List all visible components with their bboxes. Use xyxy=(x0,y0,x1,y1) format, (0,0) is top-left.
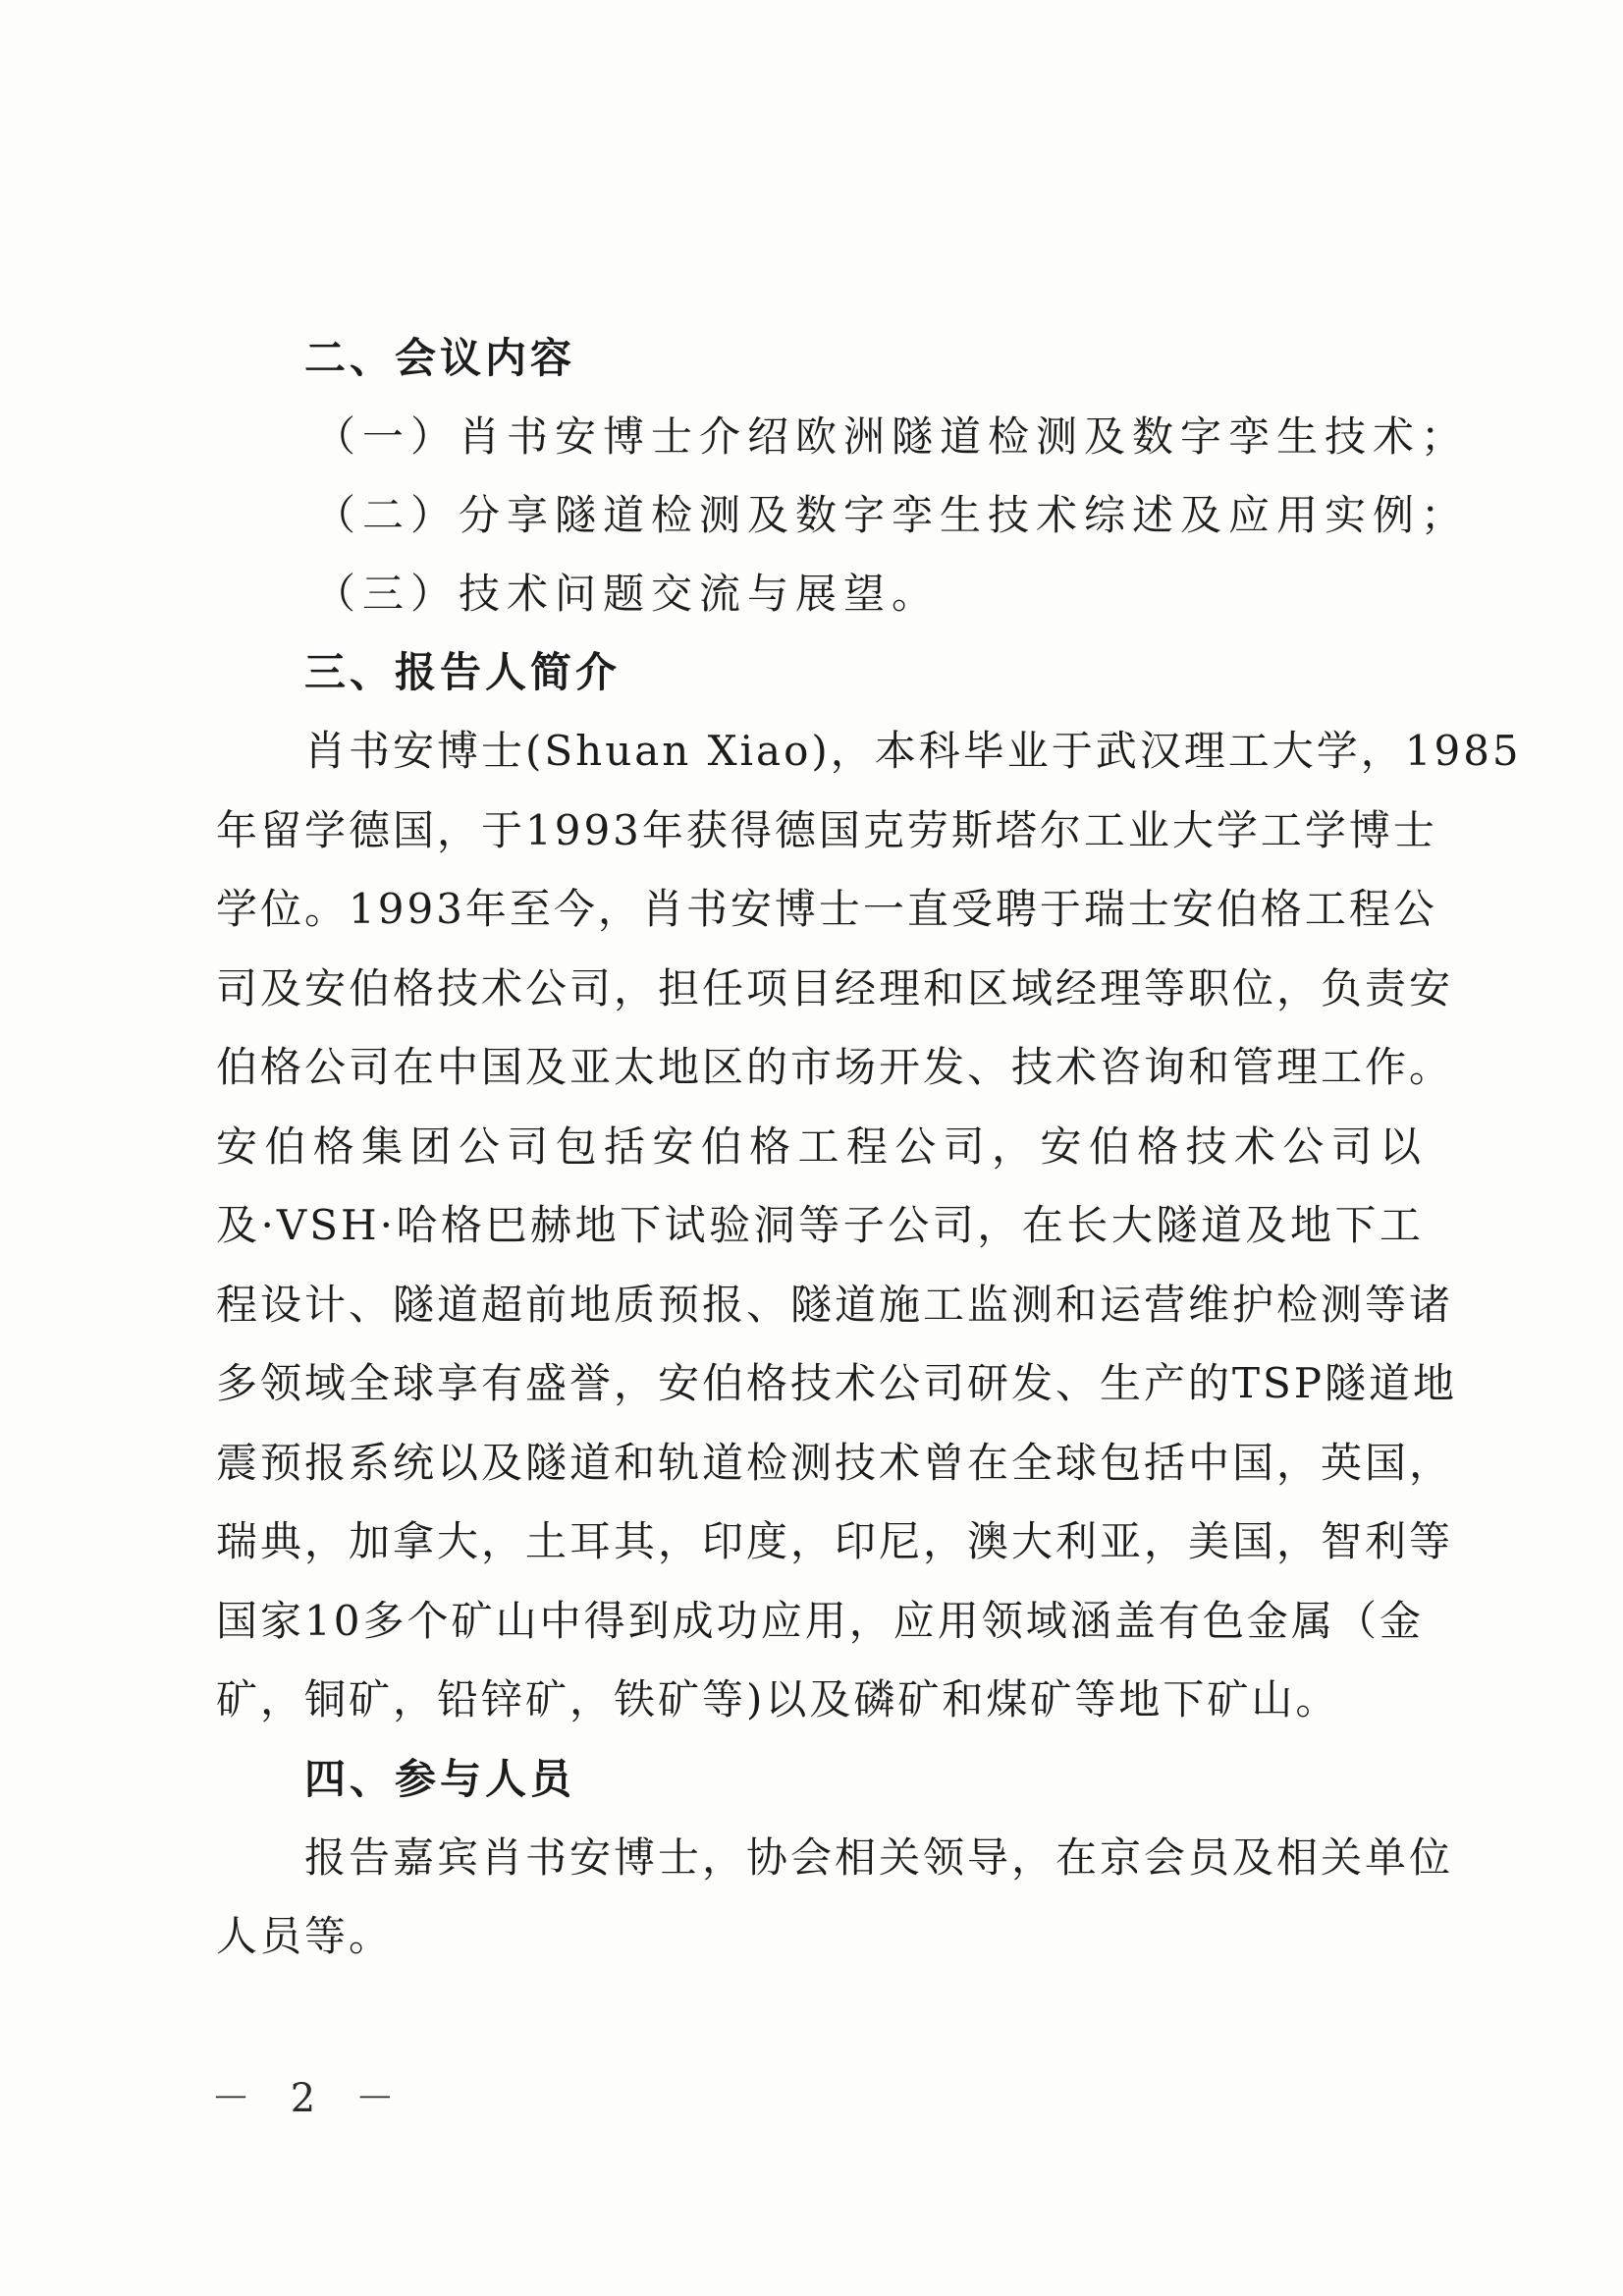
meeting-content-item-3: （三）技术问题交流与展望。 xyxy=(314,570,941,618)
paragraph-line: 司及安伯格技术公司，担任项目经理和区域经理等职位，负责安 xyxy=(216,963,1454,1012)
participants-paragraph xyxy=(216,1819,1454,1977)
paragraph-line: 年留学德国，于1993年获得德国克劳斯塔尔工业大学工学博士 xyxy=(216,805,1437,854)
paragraph-line: 伯格公司在中国及亚太地区的市场开发、技术咨询和管理工作。 xyxy=(216,1043,1454,1091)
paragraph-line: 矿，铜矿，铅锌矿，铁矿等)以及磷矿和煤矿等地下矿山。 xyxy=(216,1675,1340,1723)
meeting-content-item-1: （一）肖书安博士介绍欧洲隧道检测及数字孪生技术； xyxy=(314,412,1470,461)
paragraph-line: 瑞典，加拿大，土耳其，印度，印尼，澳大利亚，美国，智利等 xyxy=(216,1517,1454,1565)
paragraph-line: 程设计、隧道超前地质预报、隧道施工监测和运营维护检测等诸 xyxy=(216,1280,1454,1329)
paragraph-line: 国家10多个矿山中得到成功应用，应用领域涵盖有色金属（金 xyxy=(216,1596,1424,1645)
paragraph-line: 学位。1993年至今，肖书安博士一直受聘于瑞士安伯格工程公 xyxy=(216,885,1437,933)
paragraph-line: 及·VSH·哈格巴赫地下试验洞等子公司，在长大隧道及地下工 xyxy=(216,1201,1424,1249)
meeting-content-item-2: （二）分享隧道检测及数字孪生技术综述及应用实例； xyxy=(314,491,1470,539)
paragraph-line: 安伯格集团公司包括安伯格工程公司，安伯格技术公司以 xyxy=(216,1121,1424,1171)
section-heading-speaker-intro: 三、报告人简介 xyxy=(304,648,622,696)
paragraph-line: 震预报系统以及隧道和轨道检测技术曾在全球包括中国，英国， xyxy=(216,1438,1454,1487)
page-content xyxy=(216,319,1522,1977)
paragraph-line: 报告嘉宾肖书安博士，协会相关领导，在京会员及相关单位 xyxy=(304,1832,1454,1882)
speaker-intro-paragraph xyxy=(216,712,1522,1740)
paragraph-line: 人员等。 xyxy=(216,1912,394,1960)
paragraph-line: 多领域全球享有盛誉，安伯格技术公司研发、生产的TSP隧道地 xyxy=(216,1359,1458,1407)
paragraph-line: 肖书安博士(Shuan Xiao)，本科毕业于武汉理工大学，1985 xyxy=(304,727,1522,775)
section-heading-meeting-content: 二、会议内容 xyxy=(304,334,576,382)
page-number: － 2 － xyxy=(211,2076,408,2121)
section-heading-participants: 四、参与人员 xyxy=(304,1754,576,1803)
